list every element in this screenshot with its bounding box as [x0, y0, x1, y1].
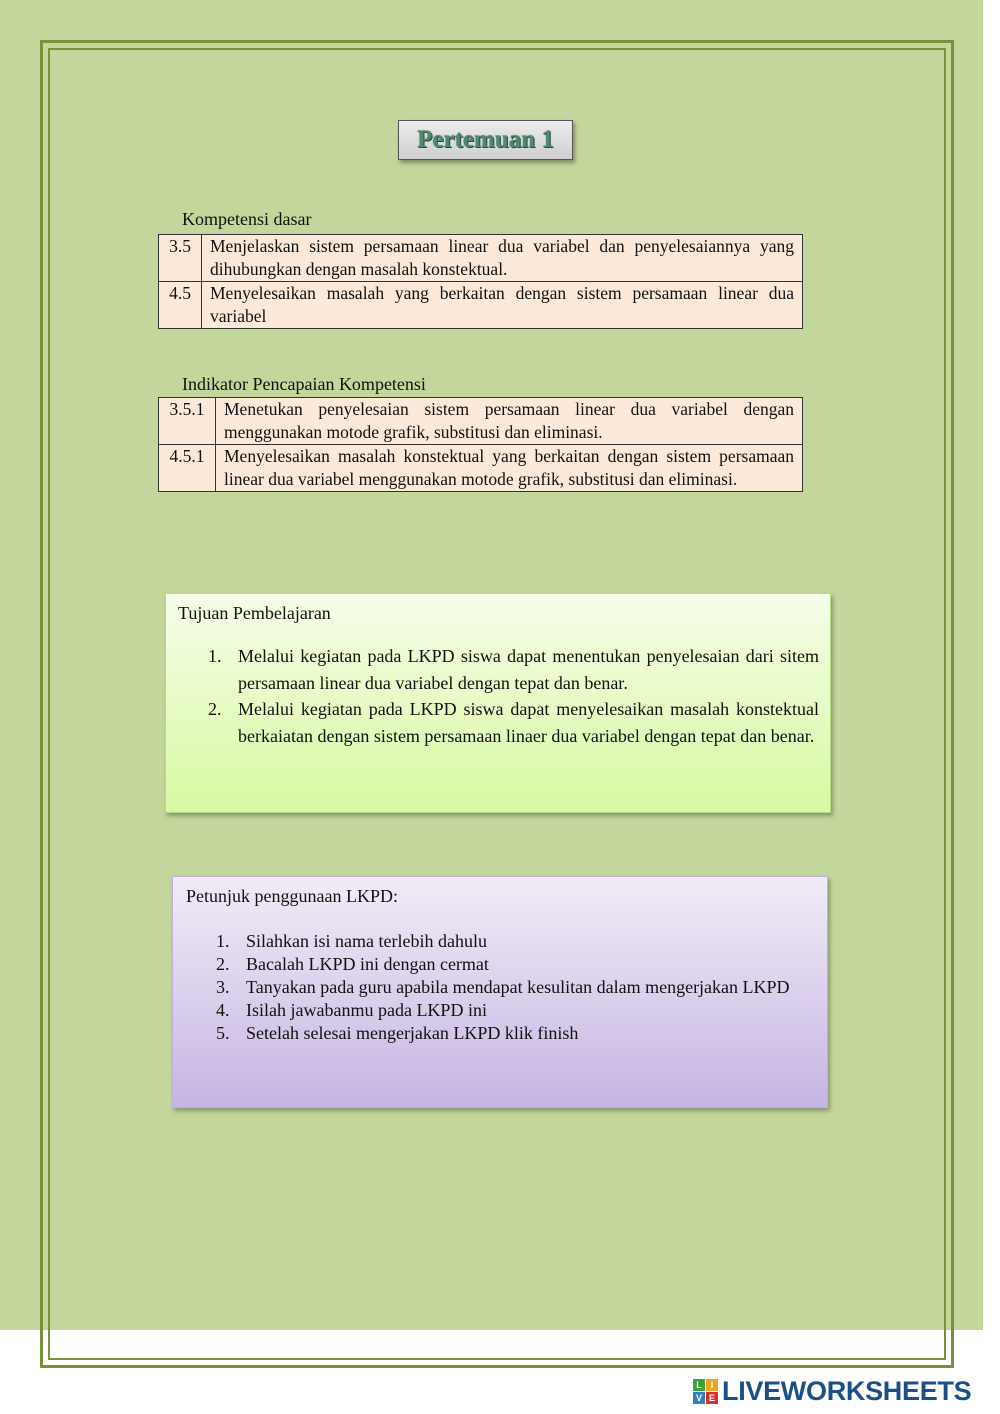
indikator-code: 4.5.1 — [159, 445, 216, 492]
table-row — [159, 398, 803, 445]
list-item — [216, 976, 806, 999]
petunjuk-heading: Petunjuk penggunaan LKPD: — [186, 886, 398, 906]
list-number: 4. — [216, 1000, 230, 1020]
indikator-code: 3.5.1 — [159, 398, 216, 445]
indikator-table — [158, 397, 803, 492]
kompetensi-dasar-label: Kompetensi dasar — [182, 209, 312, 229]
table-row — [159, 445, 803, 492]
list-item — [208, 643, 819, 696]
logo-tile: E — [706, 1392, 718, 1404]
table-row — [159, 282, 803, 329]
kompetensi-dasar-table — [158, 234, 803, 329]
kd-text: Menyelesaikan masalah yang berkaitan dengan sistem persamaan linear dua variabel — [202, 282, 803, 329]
list-item — [216, 1022, 806, 1045]
tujuan-pembelajaran-box — [165, 593, 831, 813]
list-number: 2. — [216, 954, 230, 974]
tujuan-list — [208, 643, 819, 749]
list-text: Bacalah LKPD ini dengan cermat — [246, 954, 489, 974]
logo-tile: L — [693, 1379, 705, 1391]
list-number: 1. — [216, 931, 230, 951]
list-text: Setelah selesai mengerjakan LKPD klik finish — [246, 1023, 579, 1043]
indikator-text: Menyelesaikan masalah konstektual yang berkaitan dengan sistem persamaan linear dua variabel menggunakan motode grafik, substitusi dan eliminasi. — [216, 445, 803, 492]
kd-code: 4.5 — [159, 282, 202, 329]
list-text: Melalui kegiatan pada LKPD siswa dapat menentukan penyelesaian dari sitem persamaan linear dua variabel dengan tepat dan benar. — [238, 646, 819, 693]
list-item — [208, 696, 819, 749]
list-item — [216, 953, 806, 976]
indikator-text: Menetukan penyelesaian sistem persamaan linear dua variabel dengan menggunakan motode grafik, substitusi dan eliminasi. — [216, 398, 803, 445]
list-item — [216, 999, 806, 1022]
tujuan-heading: Tujuan Pembelajaran — [178, 603, 331, 623]
logo-tile: I — [706, 1379, 718, 1391]
logo-tile: V — [693, 1392, 705, 1404]
list-number: 2. — [208, 699, 222, 719]
logo-text: LIVEWORKSHEETS — [722, 1375, 972, 1406]
list-number: 1. — [208, 646, 222, 666]
list-number: 3. — [216, 977, 230, 997]
list-item — [216, 930, 806, 953]
title-banner — [398, 120, 573, 160]
petunjuk-box — [172, 876, 828, 1108]
list-number: 5. — [216, 1023, 230, 1043]
table-row — [159, 235, 803, 282]
kd-text: Menjelaskan sistem persamaan linear dua variabel dan penyelesaiannya yang dihubungkan dengan masalah konstektual. — [202, 235, 803, 282]
page-title: Pertemuan 1 — [417, 126, 554, 153]
list-text: Tanyakan pada guru apabila mendapat kesulitan dalam mengerjakan LKPD — [246, 977, 790, 997]
list-text: Isilah jawabanmu pada LKPD ini — [246, 1000, 487, 1020]
liveworksheets-logo[interactable] — [693, 1376, 971, 1406]
kd-code: 3.5 — [159, 235, 202, 282]
petunjuk-list — [216, 930, 806, 1045]
list-text: Silahkan isi nama terlebih dahulu — [246, 931, 487, 951]
indikator-label: Indikator Pencapaian Kompetensi — [182, 374, 426, 394]
logo-mark-icon — [693, 1379, 718, 1404]
list-text: Melalui kegiatan pada LKPD siswa dapat menyelesaikan masalah konstektual berkaiatan dengan sistem persamaan linaer dua variabel dengan tepat dan benar. — [238, 699, 819, 746]
